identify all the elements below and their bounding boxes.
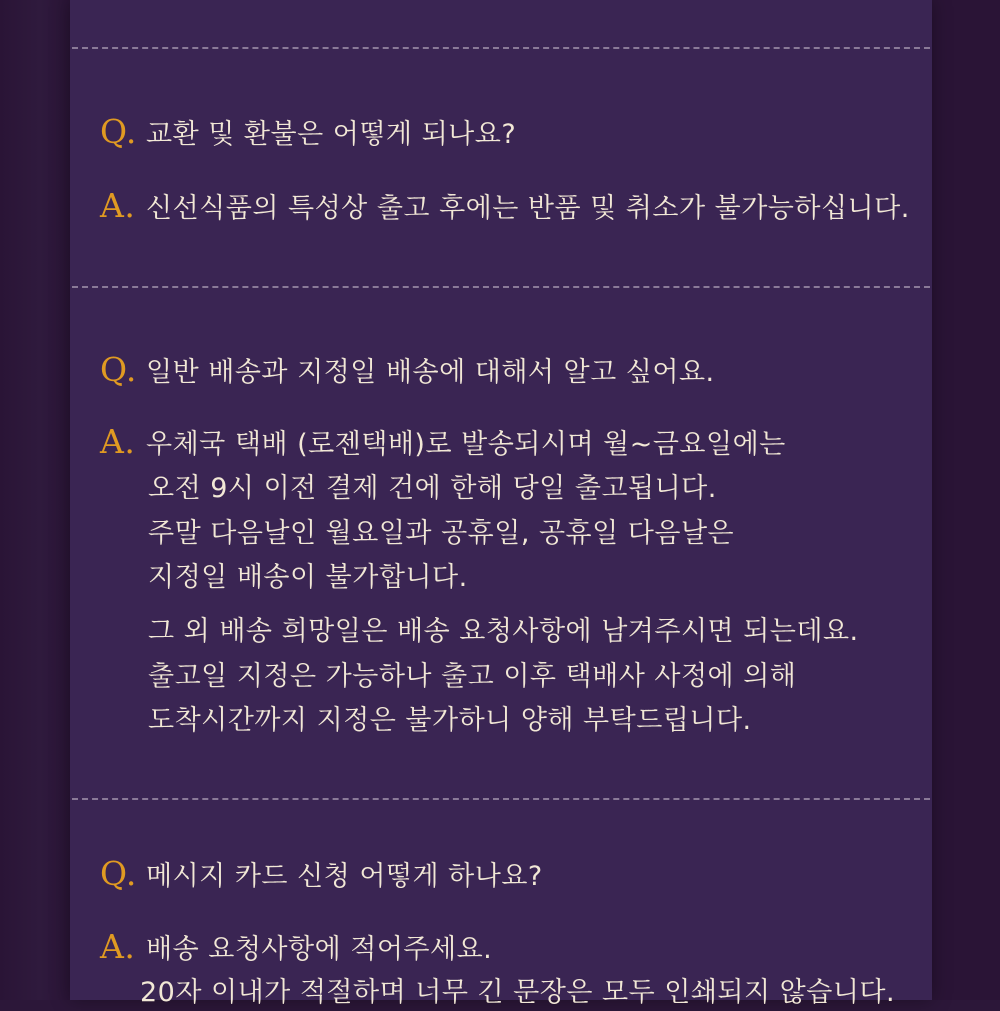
faq-question-1: [100, 114, 516, 153]
answer-line: 20자 이내가 적절하며 너무 긴 문장은 모두 인쇄되지 않습니다.: [140, 977, 896, 1008]
question-text: 교환 및 환불은 어떻게 되나요?: [146, 119, 517, 150]
answer-line: 그 외 배송 희망일은 배송 요청사항에 남겨주시면 되는데요.: [148, 616, 859, 647]
question-marker: Q.: [100, 350, 137, 389]
answer-line: 주말 다음날인 월요일과 공휴일, 공휴일 다음날은: [148, 518, 735, 549]
question-marker: Q.: [100, 112, 137, 151]
faq-question-2: [100, 352, 715, 391]
answer-line: 오전 9시 이전 결제 건에 한해 당일 출고됩니다.: [148, 473, 717, 504]
answer-line: 배송 요청사항에 적어주세요.: [146, 934, 493, 965]
divider: [72, 286, 930, 288]
faq-answer-1: [100, 188, 910, 227]
answer-marker: A.: [100, 186, 136, 225]
answer-line: 도착시간까지 지정은 불가하니 양해 부탁드립니다.: [148, 705, 752, 736]
question-text: 메시지 카드 신청 어떻게 하나요?: [146, 861, 543, 892]
faq-answer-3: [100, 929, 492, 968]
answer-line: 지정일 배송이 불가합니다.: [148, 562, 468, 593]
answer-line: 신선식품의 특성상 출고 후에는 반품 및 취소가 불가능하십니다.: [146, 193, 910, 224]
question-marker: Q.: [100, 854, 137, 893]
answer-line: 우체국 택배 (로젠택배)로 발송되시며 월~금요일에는: [146, 429, 786, 460]
answer-marker: A.: [100, 927, 136, 966]
answer-line: 출고일 지정은 가능하나 출고 이후 택배사 사정에 의해: [148, 661, 797, 692]
question-text: 일반 배송과 지정일 배송에 대해서 알고 싶어요.: [146, 357, 715, 388]
divider: [72, 798, 930, 800]
faq-answer-2: [100, 424, 786, 463]
divider: [72, 47, 930, 49]
faq-question-3: [100, 856, 543, 895]
answer-marker: A.: [100, 422, 136, 461]
